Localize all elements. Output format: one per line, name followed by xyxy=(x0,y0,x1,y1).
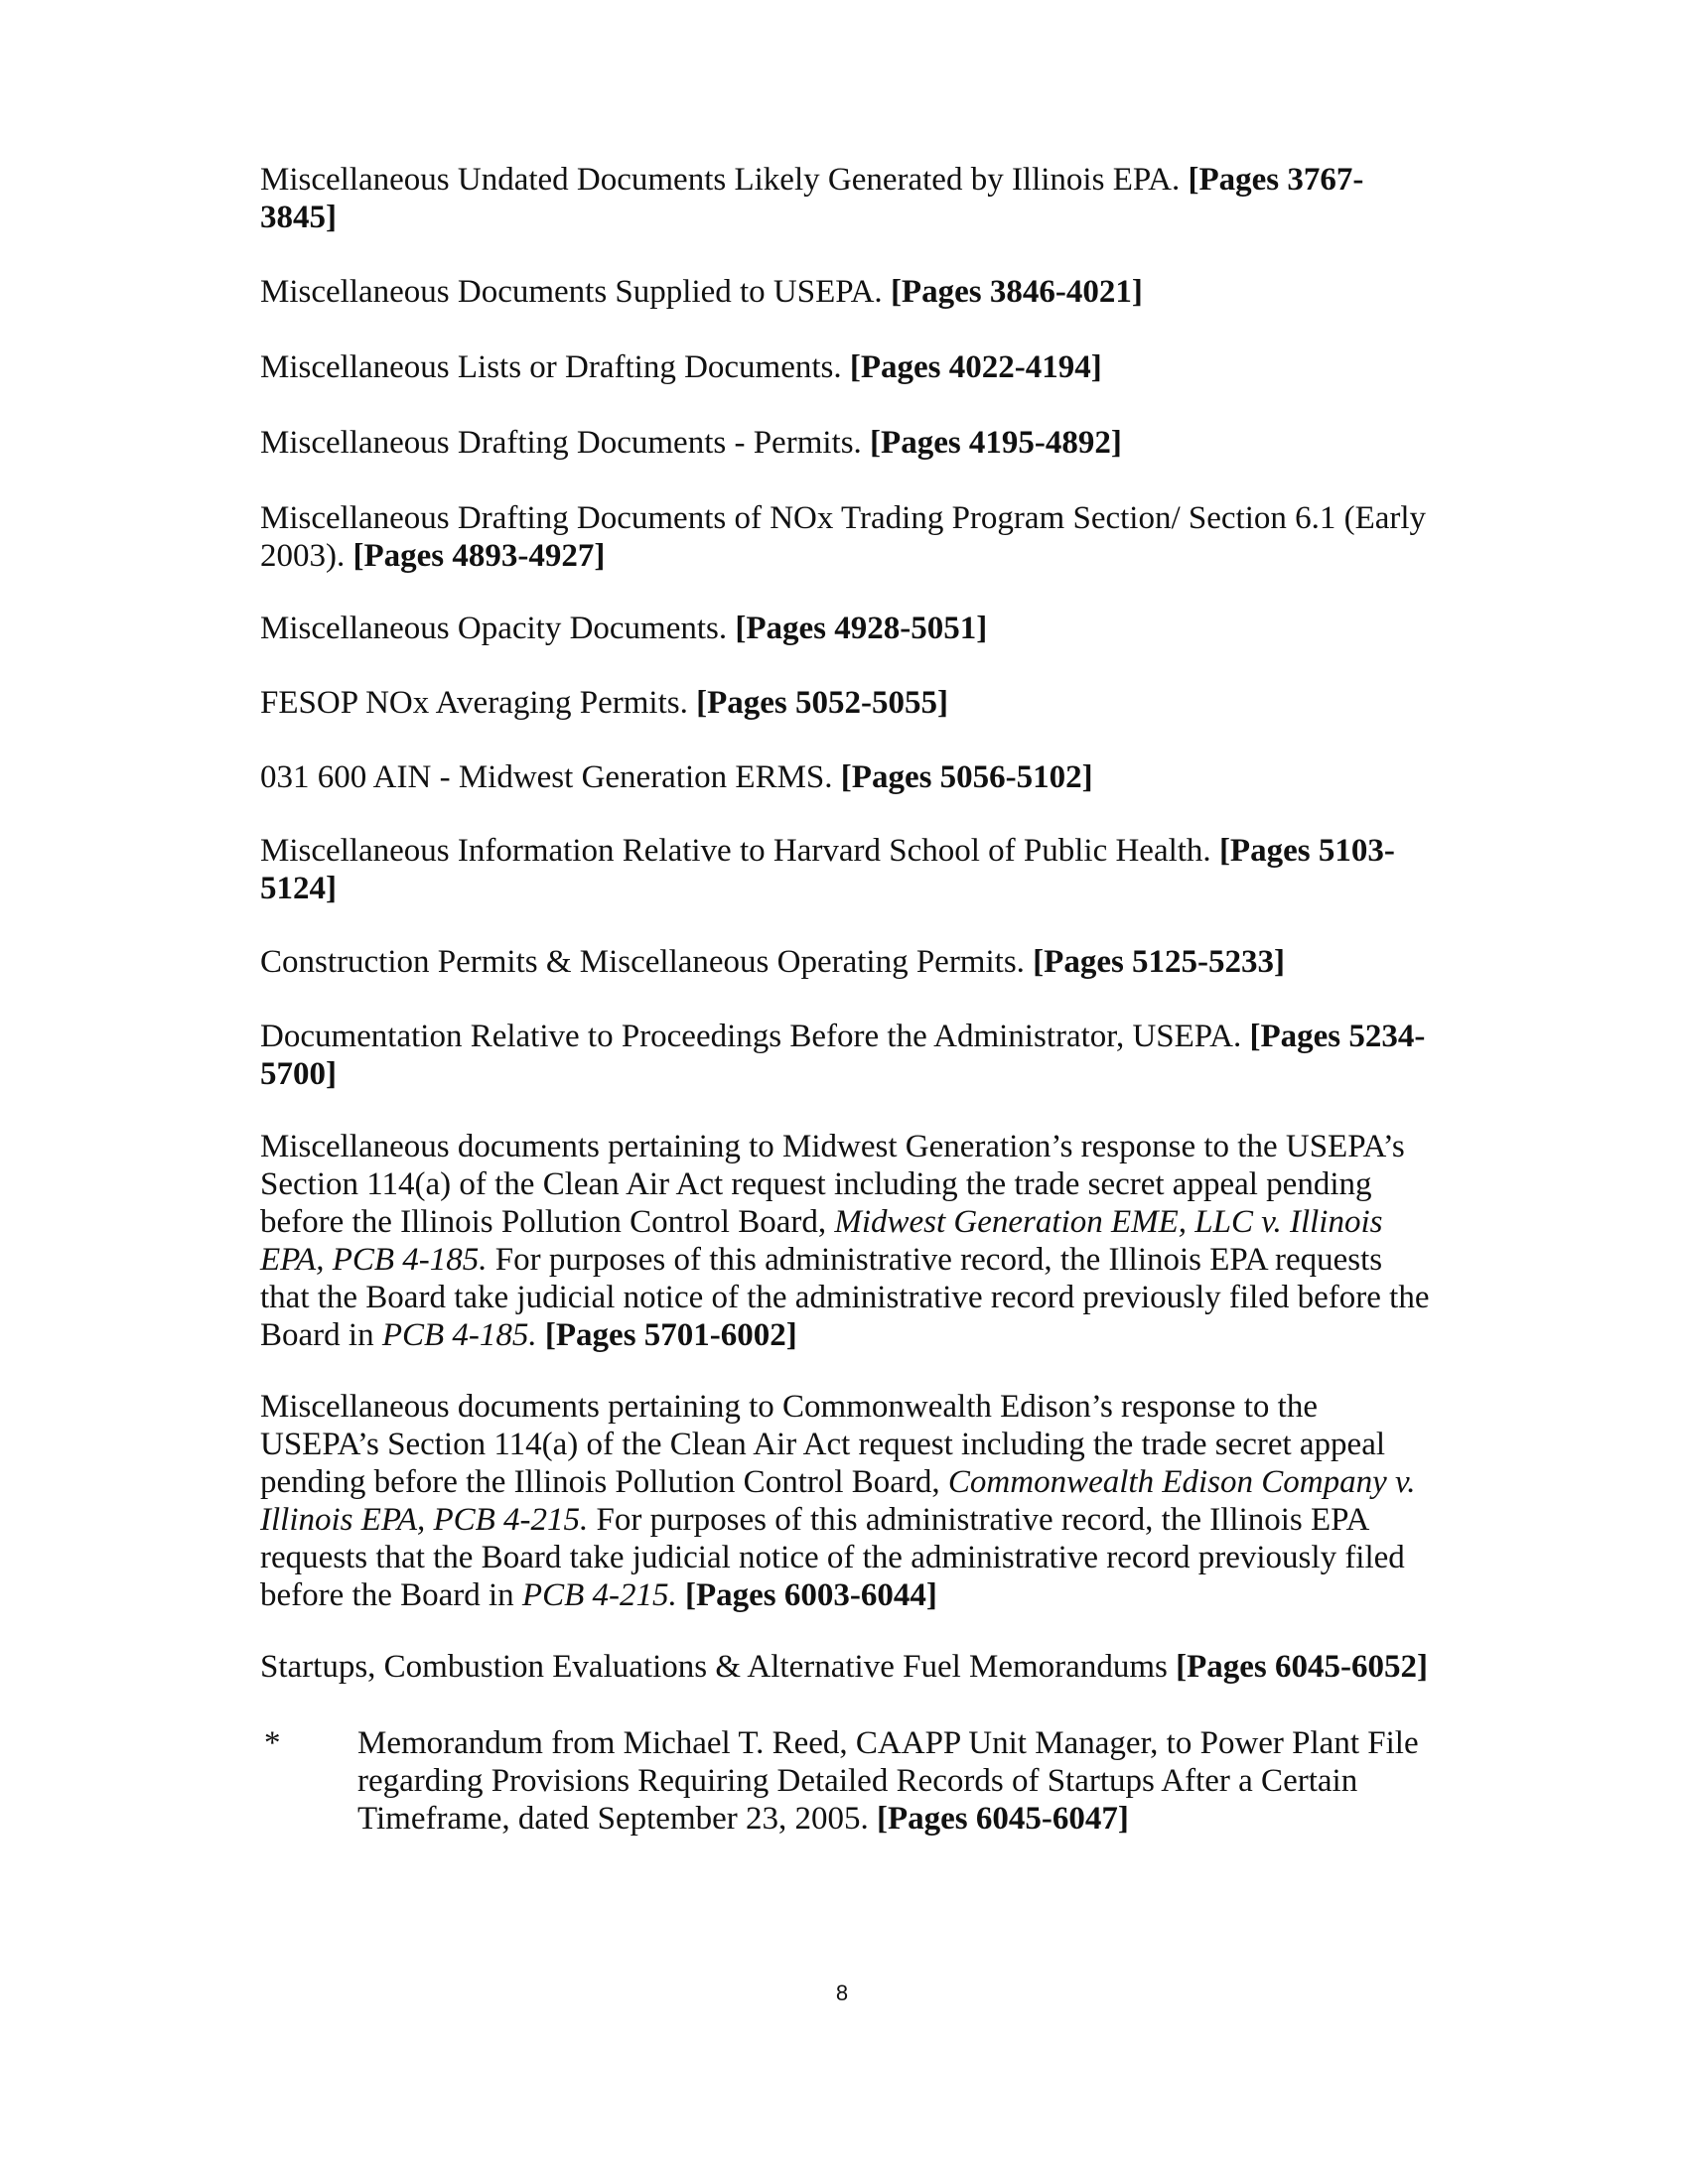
entry-text: Construction Permits & Miscellaneous Operating Permits. xyxy=(260,944,1025,980)
entry-text: Documentation Relative to Proceedings Before the Administrator, USEPA. xyxy=(260,1019,1242,1054)
record-entry xyxy=(260,832,1432,907)
page-range-cont: 5124] xyxy=(260,871,337,906)
entry-text: Miscellaneous Lists or Drafting Documents. xyxy=(260,349,842,385)
paragraph-line: USEPA’s Section 114(a) of the Clean Air Act request including the trade secret appeal xyxy=(260,1427,1386,1462)
bullet-item xyxy=(357,1724,1460,1838)
entry-text-line2: 2003). xyxy=(260,538,346,574)
bullet-line: Memorandum from Michael T. Reed, CAAPP Unit Manager, to Power Plant File xyxy=(357,1725,1419,1761)
entry-text: Miscellaneous Undated Documents Likely Generated by Illinois EPA. xyxy=(260,162,1181,198)
record-entry xyxy=(260,161,1432,236)
entry-text: FESOP NOx Averaging Permits. xyxy=(260,685,688,721)
paragraph-line: pending before the Illinois Pollution Control Board, xyxy=(260,1464,940,1500)
page-range: [Pages 6003-6044] xyxy=(684,1577,937,1613)
case-citation: EPA, PCB 4-185. xyxy=(260,1242,488,1278)
record-entry xyxy=(260,684,1432,722)
record-entry xyxy=(260,1018,1432,1093)
page-range: [Pages 3846-4021] xyxy=(890,274,1143,310)
case-citation: Illinois EPA, PCB 4-215. xyxy=(260,1502,589,1538)
page-range: [Pages 4928-5051] xyxy=(735,611,988,646)
record-entry xyxy=(260,1648,1432,1686)
page-range: [Pages 4022-4194] xyxy=(849,349,1102,385)
paragraph-line: Board in xyxy=(260,1317,374,1353)
entry-text-line1: Miscellaneous Drafting Documents of NOx Trading Program Section/ Section 6.1 (Early xyxy=(260,500,1427,536)
record-entry xyxy=(260,943,1432,981)
paragraph-line: that the Board take judicial notice of the administrative record previously filed before the xyxy=(260,1280,1430,1315)
entry-text: Miscellaneous Drafting Documents - Permits. xyxy=(260,425,862,461)
page-range-cont: 5700] xyxy=(260,1056,337,1092)
entry-text: Miscellaneous Opacity Documents. xyxy=(260,611,728,646)
case-citation: Midwest Generation EME, LLC v. Illinois xyxy=(834,1204,1383,1240)
page-range: [Pages 5056-5102] xyxy=(840,759,1093,795)
page-range: [Pages 5103- xyxy=(1218,833,1395,869)
page-number: 8 xyxy=(835,1980,849,2005)
page-range: [Pages 3767- xyxy=(1188,162,1364,198)
paragraph-line: Miscellaneous documents pertaining to Commonwealth Edison’s response to the xyxy=(260,1389,1318,1425)
record-entry xyxy=(260,348,1432,386)
page-range: [Pages 5701-6002] xyxy=(544,1317,797,1353)
paragraph-line: before the Illinois Pollution Control Board, xyxy=(260,1204,827,1240)
page-range: [Pages 5125-5233] xyxy=(1033,944,1286,980)
entry-text: Miscellaneous Information Relative to Harvard School of Public Health. xyxy=(260,833,1211,869)
paragraph-line: requests that the Board take judicial notice of the administrative record previously filed xyxy=(260,1540,1405,1575)
paragraph-line: For purposes of this administrative record, the Illinois EPA requests xyxy=(494,1242,1383,1278)
record-entry xyxy=(260,499,1432,575)
bullet-asterisk: * xyxy=(264,1725,281,1761)
record-entry xyxy=(260,758,1432,796)
paragraph-line: Section 114(a) of the Clean Air Act request including the trade secret appeal pending xyxy=(260,1166,1372,1202)
case-citation: Commonwealth Edison Company v. xyxy=(947,1464,1416,1500)
case-citation: PCB 4-185. xyxy=(381,1317,537,1353)
record-entry xyxy=(260,610,1432,647)
bullet-line: regarding Provisions Requiring Detailed Records of Startups After a Certain xyxy=(357,1763,1358,1799)
page-range: [Pages 6045-6047] xyxy=(877,1801,1129,1837)
paragraph-line: before the Board in xyxy=(260,1577,514,1613)
record-entry xyxy=(260,1388,1432,1614)
entry-text: Startups, Combustion Evaluations & Alternative Fuel Memorandums xyxy=(260,1649,1168,1685)
page-range: [Pages 4893-4927] xyxy=(352,538,606,574)
page-range-cont: 3845] xyxy=(260,200,337,235)
bullet-line: Timeframe, dated September 23, 2005. xyxy=(357,1801,869,1837)
page-range: [Pages 5052-5055] xyxy=(696,685,948,721)
page-range: [Pages 5234- xyxy=(1249,1019,1426,1054)
record-entry xyxy=(260,1128,1432,1354)
record-entry xyxy=(260,424,1432,462)
entry-text: Miscellaneous Documents Supplied to USEPA. xyxy=(260,274,883,310)
record-entry xyxy=(260,273,1432,311)
page-range: [Pages 6045-6052] xyxy=(1176,1649,1428,1685)
page-range: [Pages 4195-4892] xyxy=(870,425,1122,461)
paragraph-line: Miscellaneous documents pertaining to Midwest Generation’s response to the USEPA’s xyxy=(260,1129,1405,1164)
case-citation: PCB 4-215. xyxy=(521,1577,677,1613)
paragraph-line: For purposes of this administrative record, the Illinois EPA xyxy=(596,1502,1370,1538)
entry-text: 031 600 AIN - Midwest Generation ERMS. xyxy=(260,759,833,795)
